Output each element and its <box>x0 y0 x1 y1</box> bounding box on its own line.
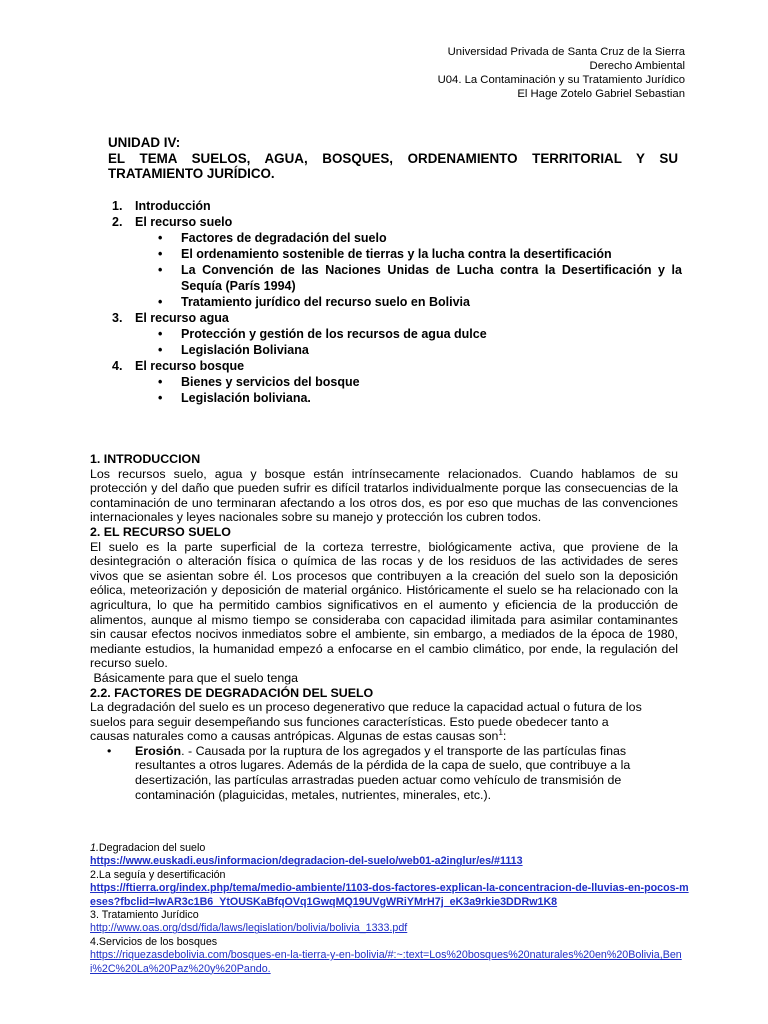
footnote-link[interactable]: https://ftierra.org/index.php/tema/medio-ambiente/1103-dos-factores-explican-la-concentracion-de-lluvias-en-pocos-meses?fbclid=IwAR3c1B6_YtOUSKaBfqOVq1GwqMQ19UVgWRiYMrH7j_eK3a9rkie3DDRw1K8 <box>90 882 689 908</box>
bullet-item: • Erosión. - Causada por la ruptura de los agregados y el transporte de las partículas finas resultantes a otros lugares. Además de la pérdida de la capa de suelo, que contribuye a la desertización, las partículas arrastradas pueden actuar como vehículo de transmisión de contaminación (plaguicidas, metales, nutrientes, minerales, etc.). <box>107 743 631 802</box>
footnote: 2.La seguía y desertificación <box>90 868 226 881</box>
toc-subitem: • El ordenamiento sostenible de tierras y la lucha contra la desertificación <box>158 247 612 261</box>
toc-subitem: • Legislación boliviana. <box>158 391 311 405</box>
unit-title-line: TRATAMIENTO JURÍDICO. <box>108 166 275 181</box>
document-header <box>438 45 685 101</box>
toc-item: 1. Introducción <box>112 199 211 213</box>
paragraph: Los recursos suelo, agua y bosque están intrínsecamente relacionados. Cuando hablamos de su protección y del daño que pueden sufrir es difícil tratarlos individualmente porque las consecuencias de la contaminación de uno terminaran afectando a los otros dos, es por eso que muchas de las convenciones internacionales y leyes nacionales sobre su manejo y protección los cubren todos. <box>90 466 678 525</box>
footnote: 1.Degradacion del suelo <box>90 842 206 854</box>
section-heading: 2. EL RECURSO SUELO <box>90 524 231 539</box>
table-of-contents <box>108 198 682 406</box>
toc-item: 4. El recurso bosque <box>112 359 245 373</box>
footnote: 4.Servicios de los bosques <box>90 935 218 948</box>
footnote-link[interactable]: http://www.oas.org/dsd/fida/laws/legislation/bolivia/bolivia_1333.pdf <box>90 922 408 935</box>
unit-title-line: EL TEMA SUELOS, AGUA, BOSQUES, ORDENAMIENTO TERRITORIAL Y SU <box>108 150 678 166</box>
unit-title <box>108 135 678 182</box>
toc-item: 2. El recurso suelo <box>112 215 233 229</box>
header-author: El Hage Zotelo Gabriel Sebastian <box>517 88 685 100</box>
toc-subitem: • Bienes y servicios del bosque <box>158 375 360 389</box>
header-unit: U04. La Contaminación y su Tratamiento Jurídico <box>437 74 685 86</box>
toc-subitem: • Factores de degradación del suelo <box>158 231 387 245</box>
toc-subitem: • Tratamiento jurídico del recurso suelo en Bolivia <box>158 295 470 309</box>
footnote: 3. Tratamiento Jurídico <box>90 909 199 922</box>
header-course: Derecho Ambiental <box>589 60 685 72</box>
paragraph: El suelo es la parte superficial de la corteza terrestre, biológicamente activa, que proviene de la desintegración o alteración física o química de las rocas y de los residuos de las actividades de seres vivos que se asientan sobre él. Los procesos que contribuyen a la creación del suelo son la deposición eólica, meteorización y deposición de material orgánico. Históricamente el suelo se ha relacionado con la agricultura, lo que ha permitido cambios significativos en el aumento y eficiencia de la producción de alimentos, aunque al mismo tiempo se consideraba con capacidad ilimitada para asimilar contaminantes sin causar efectos nocivos inmediatos sobre el ambiente, sin embargo, a mediados de la época de 1980, mediante estudios, la humanidad empezó a enfocarse en el cambio climático, por ende, la regulación del recurso suelo. <box>90 539 678 671</box>
header-university: Universidad Privada de Santa Cruz de la Sierra <box>447 46 685 58</box>
unit-label: UNIDAD IV: <box>108 135 181 150</box>
section-heading: 2.2. FACTORES DE DEGRADACIÓN DEL SUELO <box>90 685 374 700</box>
document-body <box>90 452 678 802</box>
footnote-link[interactable]: https://riquezasdebolivia.com/bosques-en-la-tierra-y-en-bolivia/#:~:text=Los%20bosques%20naturales%20en%20Bolivia,Beni%2C%20La%20Paz%20y%20Pando. <box>90 949 682 975</box>
footnote-link[interactable]: https://www.euskadi.eus/informacion/degradacion-del-suelo/web01-a2inglur/es/#1113 <box>90 855 523 868</box>
paragraph: Básicamente para que el suelo tenga <box>90 670 299 685</box>
footnote-ref[interactable]: 1 <box>498 728 503 738</box>
footnotes <box>90 842 690 976</box>
toc-subitem: • Legislación Boliviana <box>158 343 309 357</box>
toc-item: 3. El recurso agua <box>112 311 229 325</box>
toc-subitem: • Protección y gestión de los recursos de agua dulce <box>158 327 487 341</box>
paragraph: La degradación del suelo es un proceso degenerativo que reduce la capacidad actual o futura de los suelos para seguir desempeñando sus funciones características. Esto puede obedecer tanto a causas naturales como a causas antrópicas. Algunas de estas causas son$^1$: <box>90 700 642 744</box>
toc-subitem: • La Convención de las Naciones Unidas de Lucha contra la Desertificación y la Sequía (París 1994) <box>158 263 682 293</box>
section-heading: 1. INTRODUCCION <box>90 452 201 466</box>
bullet-term: Erosión <box>135 743 182 758</box>
